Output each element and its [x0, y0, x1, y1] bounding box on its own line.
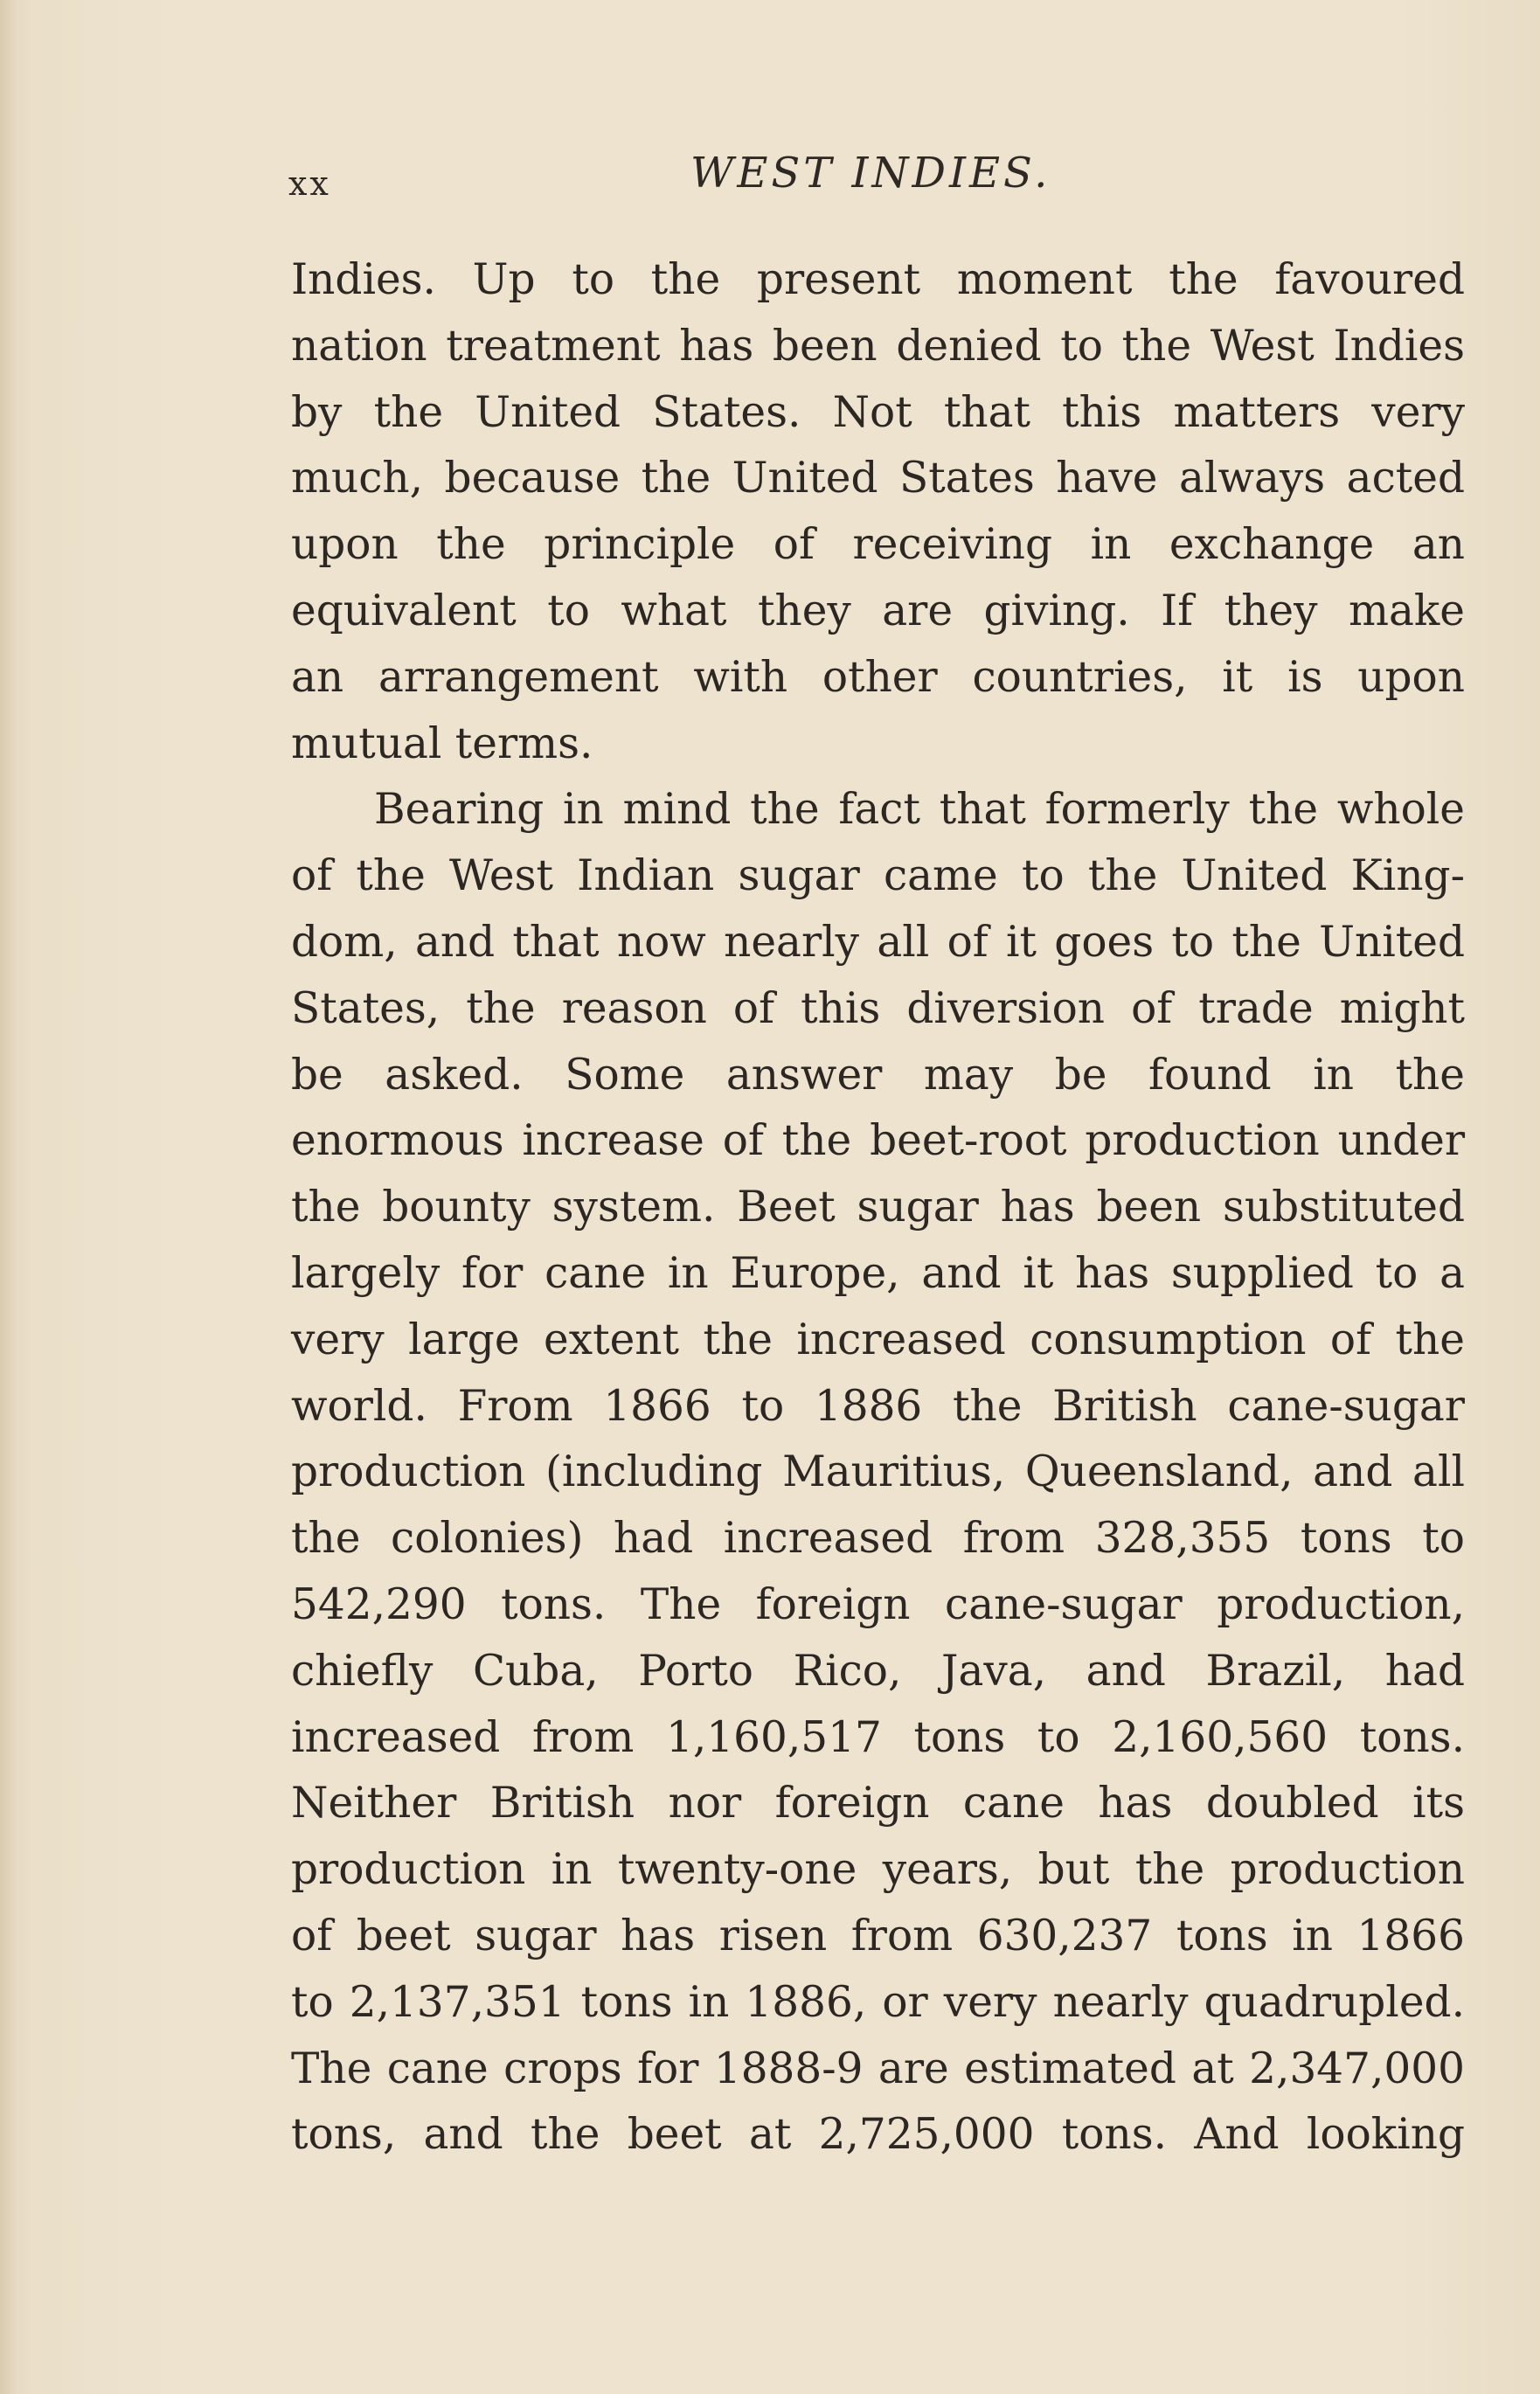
text-line: world. From 1866 to 1886 the British cane-sugar	[291, 1381, 1465, 1431]
text-line: 542,290 tons. The foreign cane-sugar production,	[291, 1579, 1465, 1629]
text-line: the bounty system. Beet sugar has been substituted	[291, 1183, 1465, 1232]
page-number: xx	[288, 164, 331, 203]
text-line: of the West Indian sugar came to the United King-	[291, 851, 1465, 901]
text-line: chiefly Cuba, Porto Rico, Java, and Brazil, had	[291, 1646, 1465, 1696]
text-line: Indies. Up to the present moment the favoured	[291, 255, 1465, 304]
text-line: by the United States. Not that this matters very	[291, 387, 1465, 437]
text-line: mutual terms.	[291, 718, 593, 768]
paragraph-1	[291, 247, 1465, 777]
text-line: of beet sugar has risen from 630,237 tons in 1866	[291, 1911, 1465, 1960]
body-text	[291, 247, 1465, 2168]
text-line: the colonies) had increased from 328,355 tons to	[291, 1514, 1465, 1564]
page-gutter-shadow	[0, 0, 16, 2394]
text-line: be asked. Some answer may be found in the	[291, 1050, 1465, 1100]
text-line: much, because the United States have always acted	[291, 454, 1465, 503]
text-line: tons, and the beet at 2,725,000 tons. And looking	[291, 2110, 1465, 2160]
text-line: enormous increase of the beet-root production under	[291, 1116, 1465, 1166]
text-line: very large extent the increased consumption of the	[291, 1315, 1465, 1364]
text-line: increased from 1,160,517 tons to 2,160,560 tons.	[291, 1712, 1465, 1762]
text-line: production (including Mauritius, Queensland, and all	[291, 1447, 1465, 1497]
running-head	[0, 149, 1540, 210]
text-line: dom, and that now nearly all of it goes to the United	[291, 917, 1465, 967]
text-line: equivalent to what they are giving. If they make	[291, 586, 1465, 635]
text-line: to 2,137,351 tons in 1886, or very nearly quadrupled.	[291, 1977, 1465, 2027]
text-line: Bearing in mind the fact that formerly the whole	[374, 785, 1465, 835]
text-line: Neither British nor foreign cane has doubled its	[291, 1779, 1465, 1828]
text-line: upon the principle of receiving in exchange an	[291, 520, 1465, 570]
running-title: WEST INDIES.	[690, 149, 1051, 198]
text-line: nation treatment has been denied to the West Indies	[291, 321, 1465, 371]
paragraph-2	[291, 777, 1465, 2168]
text-line: an arrangement with other countries, it is upon	[291, 652, 1465, 702]
text-line: The cane crops for 1888-9 are estimated at 2,347,000	[291, 2044, 1465, 2093]
text-line: States, the reason of this diversion of trade might	[291, 983, 1465, 1033]
text-line: production in twenty-one years, but the production	[291, 1845, 1465, 1895]
text-line: largely for cane in Europe, and it has supplied to a	[291, 1248, 1465, 1298]
